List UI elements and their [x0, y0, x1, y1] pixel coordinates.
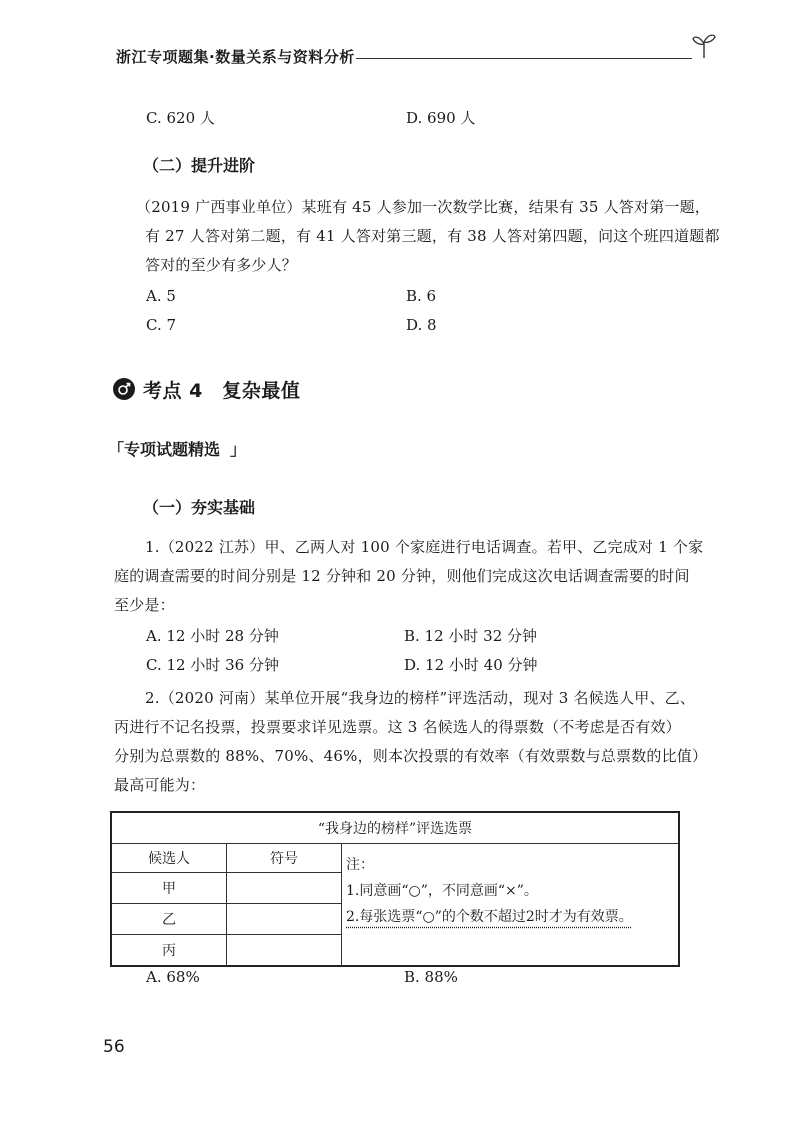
q1-line-2: 庭的调查需要的时间分别是 12 分钟和 20 分钟，则他们完成这次电话调查需要的时间 [114, 567, 690, 585]
sprout-icon [690, 30, 718, 60]
q1-line-3: 至少是： [114, 596, 175, 614]
option-c-top: C. 620 人 [146, 109, 215, 127]
q2-option-a: A. 68% [146, 968, 200, 986]
q1-option-b: B. 12 小时 32 分钟 [404, 627, 538, 645]
topic-title: 考点 4 复杂最值 [143, 380, 301, 402]
selection-tag-open: 「 [108, 440, 125, 459]
ballot-note-label: 注： [346, 857, 374, 873]
advanced-option-b: B. 6 [406, 287, 437, 305]
ballot-candidate-2: 乙 [111, 904, 227, 935]
ballot-symbol-cell-2[interactable] [227, 904, 342, 935]
selection-tag-close: 」 [230, 440, 247, 459]
advanced-question-line-2: 有 27 人答对第二题，有 41 人答对第三题，有 38 人答对第四题，问这个班四道题都 [145, 227, 720, 245]
q1-line-1: 1.（2022 江苏）甲、乙两人对 100 个家庭进行电话调查。若甲、乙完成对 1 个家 [145, 538, 704, 556]
q2-line-2: 丙进行不记名投票，投票要求详见选票。这 3 名候选人的得票数（不考虑是否有效） [114, 718, 681, 736]
q2-line-3: 分别为总票数的 88%、70%、46%，则本次投票的有效率（有效票数与总票数的比值） [114, 747, 708, 765]
q2-line-1: 2.（2020 河南）某单位开展“我身边的榜样”评选活动，现对 3 名候选人甲、乙、 [145, 689, 696, 707]
ballot-note-2: 2.每张选票“○”的个数不超过2时才为有效票。 [346, 909, 633, 925]
ballot-notes [342, 844, 680, 967]
ballot-symbol-cell-1[interactable] [227, 873, 342, 904]
ballot-col-symbol: 符号 [227, 844, 342, 873]
page-number: 56 [103, 1037, 125, 1057]
advanced-option-a: A. 5 [146, 287, 176, 305]
ballot-candidate-1: 甲 [111, 873, 227, 904]
q2-option-b: B. 88% [404, 968, 458, 986]
target-icon [113, 378, 135, 400]
ballot-note-1: 1.同意画“○”，不同意画“×”。 [346, 883, 538, 899]
header-rule [356, 58, 692, 59]
advanced-option-c: C. 7 [146, 316, 177, 334]
q1-option-a: A. 12 小时 28 分钟 [146, 627, 279, 645]
q1-option-d: D. 12 小时 40 分钟 [404, 656, 538, 674]
ballot-symbol-cell-3[interactable] [227, 935, 342, 967]
ballot-candidate-3: 丙 [111, 935, 227, 967]
q2-line-4: 最高可能为： [114, 776, 206, 794]
ballot-table [110, 811, 680, 967]
advanced-question-line-3: 答对的至少有多少人？ [145, 256, 298, 274]
ballot-col-candidate: 候选人 [111, 844, 227, 873]
running-header-title: 浙江专项题集·数量关系与资料分析 [116, 48, 355, 66]
selection-tag [108, 437, 246, 460]
basic-section-heading: （一）夯实基础 [143, 498, 256, 517]
advanced-question-line-1: （2019 广西事业单位）某班有 45 人参加一次数学比赛，结果有 35 人答对第一题， [136, 198, 710, 216]
option-d-top: D. 690 人 [406, 109, 476, 127]
ballot-title: “我身边的榜样”评选选票 [111, 812, 679, 844]
advanced-option-d: D. 8 [406, 316, 437, 334]
selection-tag-label: 专项试题精选 [124, 440, 221, 459]
q1-option-c: C. 12 小时 36 分钟 [146, 656, 279, 674]
advanced-section-heading: （二）提升进阶 [143, 156, 256, 175]
